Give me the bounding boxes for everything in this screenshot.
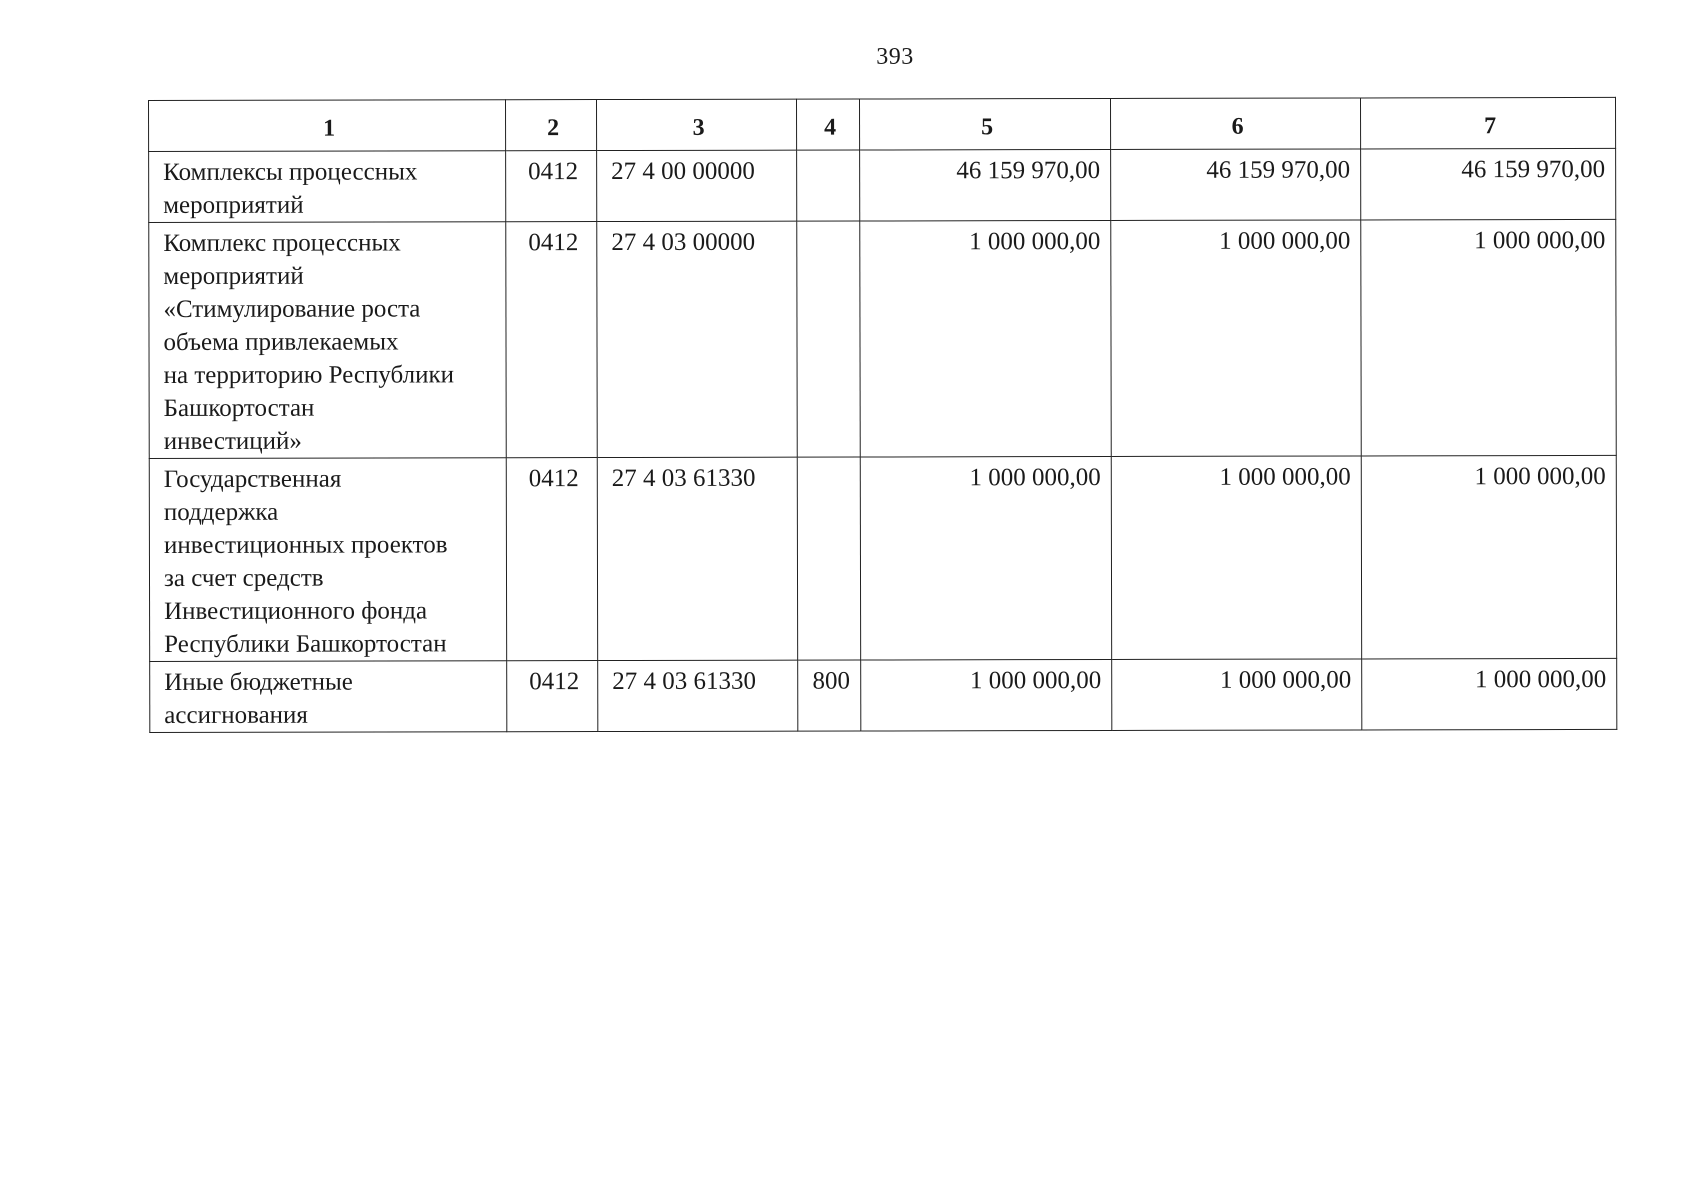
row-name-line: поддержка [163,498,279,526]
section-cell: 0412 [506,222,597,458]
section-cell: 0412 [506,458,597,661]
row-name-cell [149,222,506,459]
row-name-line: Государственная [163,465,342,493]
row-name-line: на территорию Республики [163,361,455,389]
table-header-row [149,97,1616,151]
row-name-line: Инвестиционного фонда [164,597,428,625]
row-name-line: ассигнования [164,701,308,729]
amount-7-cell: 1 000 000,00 [1361,219,1616,456]
column-header-7: 7 [1360,97,1615,149]
row-name-line: мероприятий [163,262,304,290]
row-name-line: Комплексы процессных [163,158,418,186]
column-header-2: 2 [506,100,597,151]
row-name-cell [149,458,506,662]
target-code-cell: 27 4 00 00000 [597,150,797,221]
target-code-cell: 27 4 03 61330 [598,660,798,731]
budget-table [148,97,1617,733]
row-name-line: инвестиций» [163,427,302,455]
amount-6-cell: 46 159 970,00 [1111,149,1361,221]
row-name-line: «Стимулирование роста [163,295,421,323]
row-name-line: за счет средств [163,564,324,592]
expense-type-cell [797,221,860,457]
expense-type-cell [797,457,860,660]
expense-type-cell: 800 [798,660,861,731]
amount-7-cell: 1 000 000,00 [1361,455,1616,659]
column-header-4: 4 [796,99,859,150]
table-row [149,148,1616,222]
target-code-cell: 27 4 03 61330 [597,457,797,660]
table-row [149,455,1616,661]
amount-7-cell: 1 000 000,00 [1362,658,1617,730]
column-header-5: 5 [859,98,1110,150]
target-code-cell: 27 4 03 00000 [597,221,797,457]
table-row [150,658,1617,732]
amount-6-cell: 1 000 000,00 [1111,220,1361,457]
budget-table-container [148,97,1616,733]
column-header-6: 6 [1110,98,1360,150]
row-name-line: Иные бюджетные [164,668,353,696]
row-name-cell [149,151,506,223]
row-name-line: инвестиционных проектов [163,531,448,559]
row-name-line: Комплекс процессных [163,229,401,257]
section-cell: 0412 [507,661,598,732]
column-header-3: 3 [597,99,797,150]
row-name-line: Башкортостан [163,394,315,422]
row-name-line: Республики Башкортостан [164,630,447,658]
amount-5-cell: 46 159 970,00 [860,149,1111,221]
column-header-1: 1 [149,100,506,152]
section-cell: 0412 [506,151,597,222]
row-name-line: мероприятий [163,191,304,219]
amount-5-cell: 1 000 000,00 [861,659,1112,731]
table-row [149,219,1616,458]
amount-5-cell: 1 000 000,00 [860,456,1111,660]
row-name-line: объема привлекаемых [163,328,399,356]
page-number: 393 [876,44,914,70]
amount-7-cell: 46 159 970,00 [1361,148,1616,220]
amount-6-cell: 1 000 000,00 [1111,456,1361,660]
amount-6-cell: 1 000 000,00 [1112,659,1362,731]
row-name-cell [150,661,507,733]
amount-5-cell: 1 000 000,00 [860,220,1111,457]
expense-type-cell [797,150,860,221]
